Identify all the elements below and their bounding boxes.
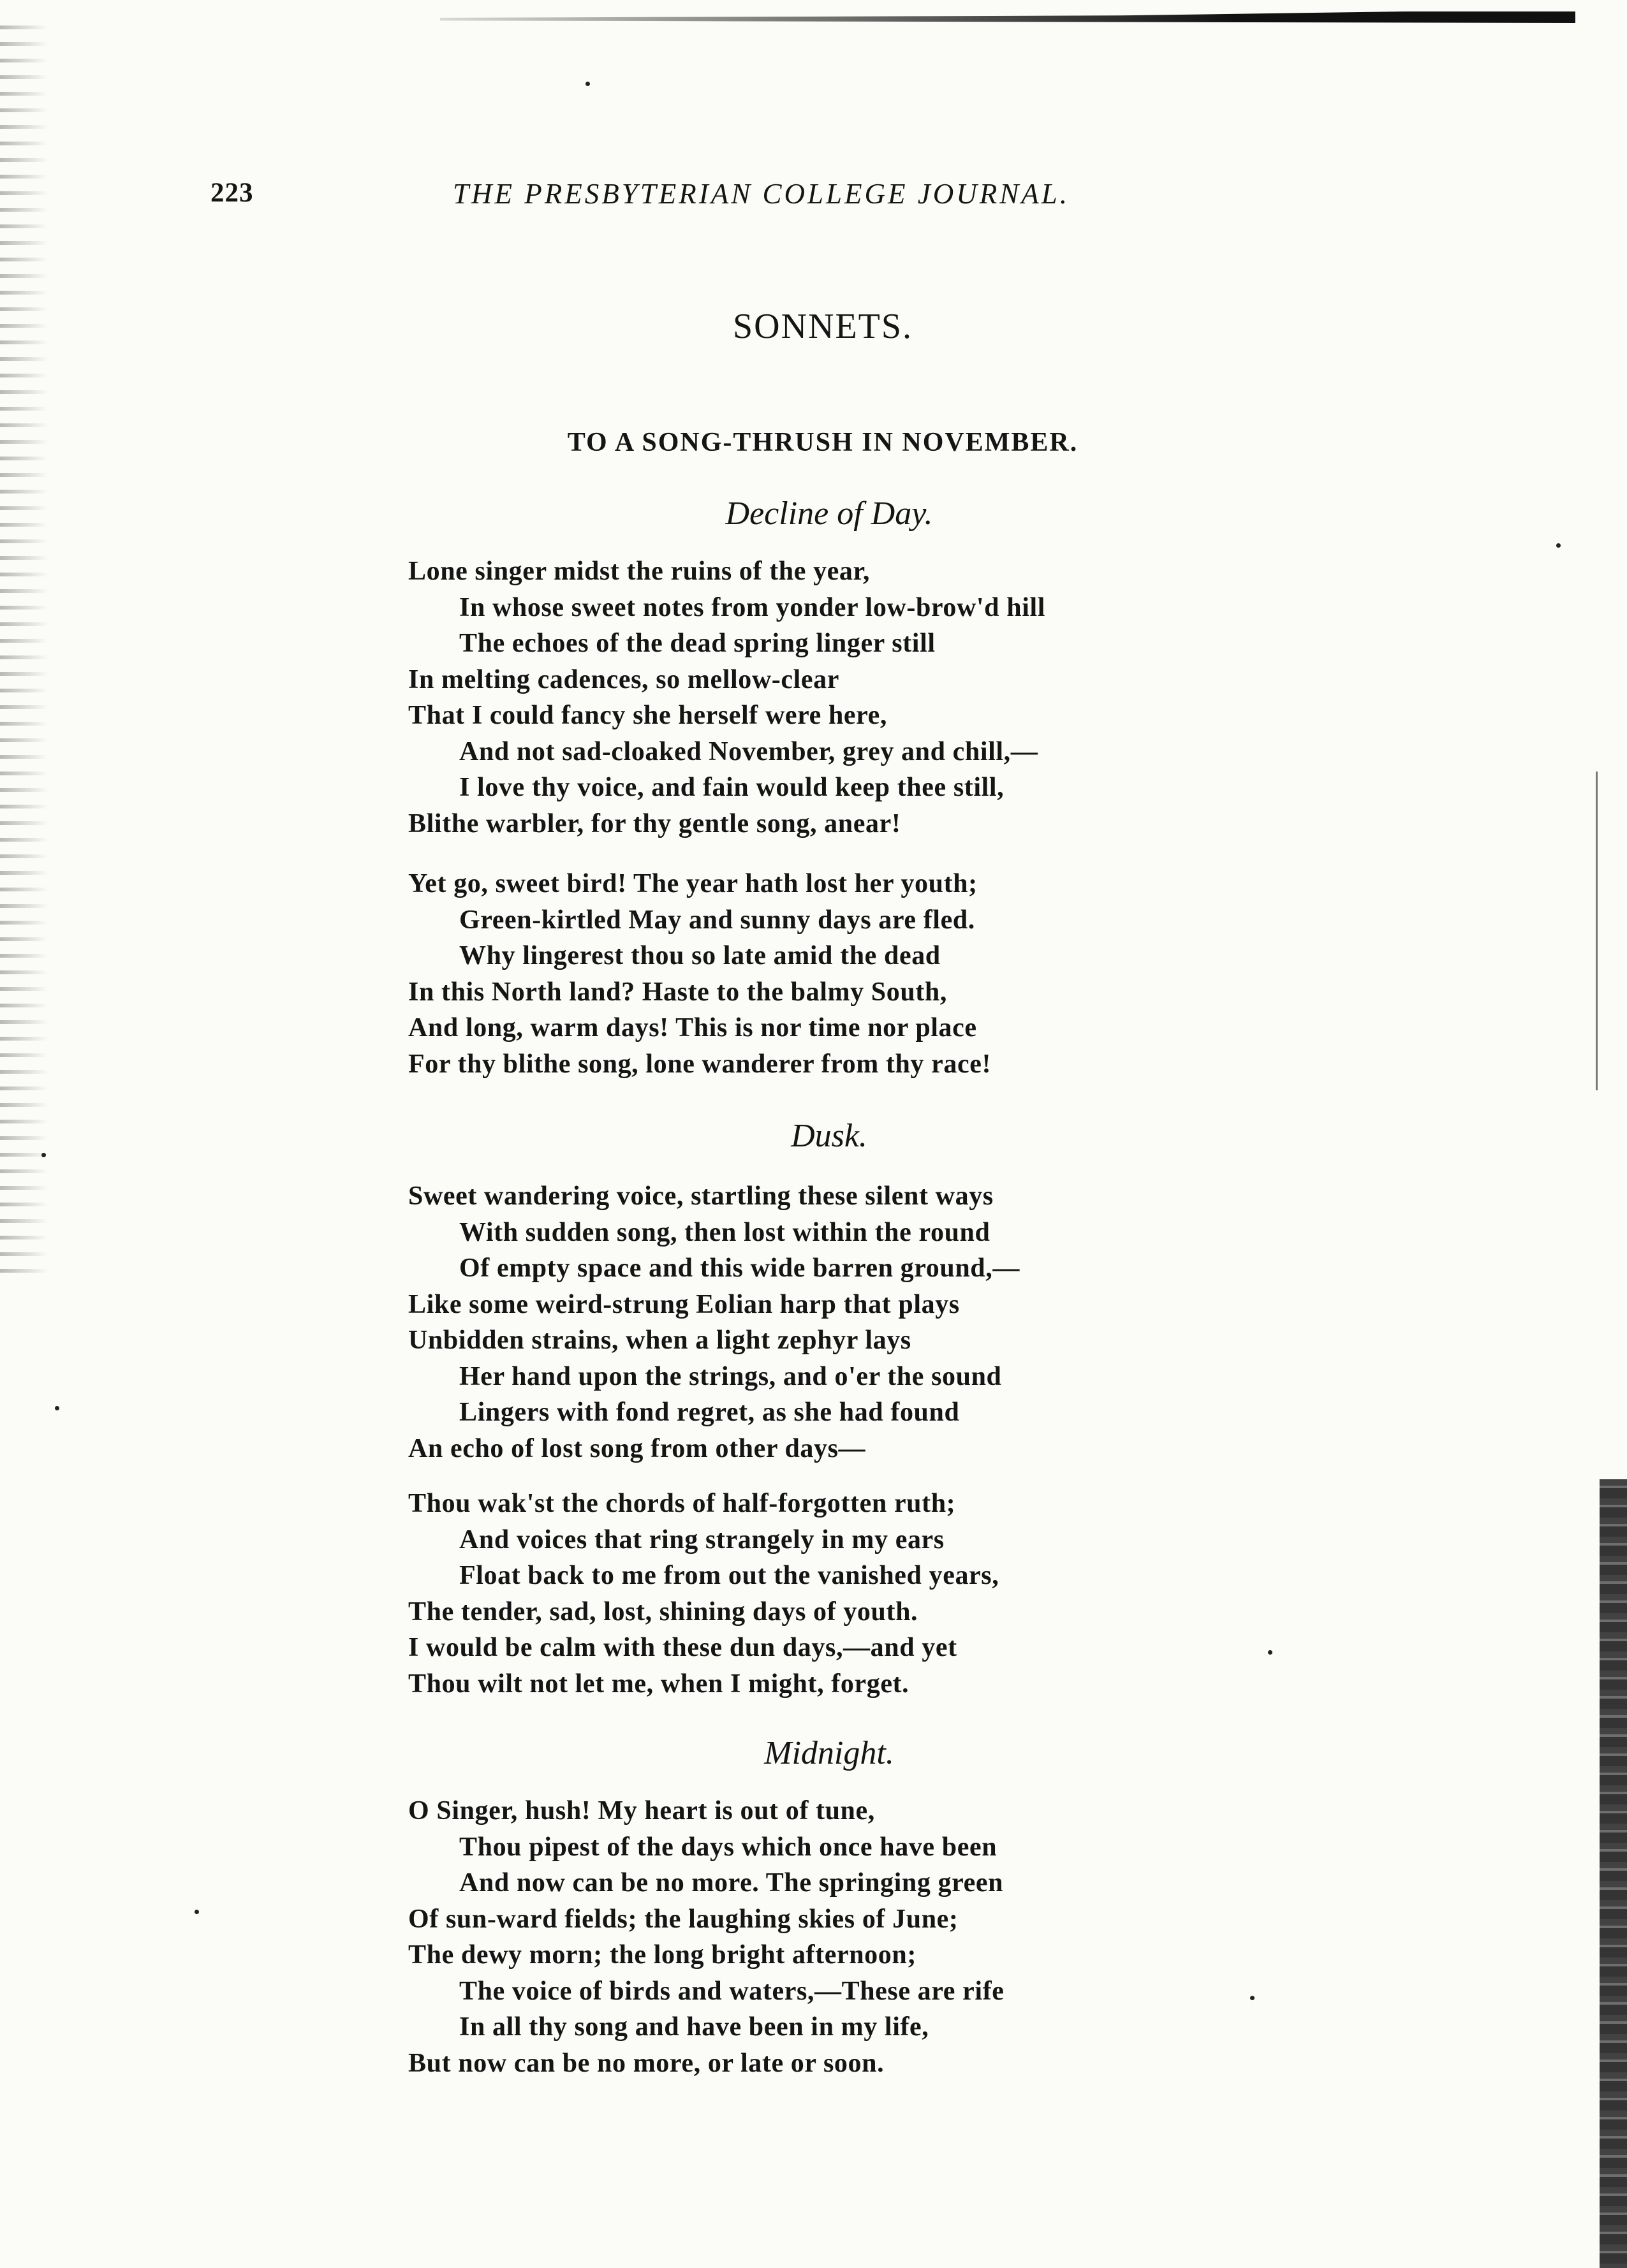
scan-right-edge [1600,1479,1627,2268]
poem-line: And voices that ring strangely in my ears [459,1525,945,1555]
poem-line: Thou pipest of the days which once have been [459,1832,998,1862]
running-header [210,177,1205,216]
page-title: SONNETS. [732,307,913,346]
poem-line: Like some weird-strung Eolian harp that plays [408,1289,960,1319]
stanza [408,1486,1186,1702]
poem-line: In this North land? Haste to the balmy South, [408,977,947,1007]
scan-speck [1268,1650,1272,1655]
poem-line: Float back to me from out the vanished years, [459,1561,999,1590]
stanza [408,553,1186,842]
running-title: THE PRESBYTERIAN COLLEGE JOURNAL. [453,178,1070,210]
page-subtitle: TO A SONG-THRUSH IN NOVEMBER. [567,428,1079,457]
poem-line: That I could fancy she herself were here, [408,701,887,730]
poem-line: And now can be no more. The springing green [459,1868,1004,1898]
poem-line: And not sad-cloaked November, grey and chill,— [459,736,1038,766]
poem-line: In whose sweet notes from yonder low-brow'd hill [459,592,1046,622]
stanza [408,866,1186,1082]
scan-top-rule [440,11,1575,23]
scan-left-edge [0,26,48,1275]
stanza [408,1178,1186,1467]
poem-line: Green-kirtled May and sunny days are fled. [459,905,975,935]
poem-line: O Singer, hush! My heart is out of tune, [408,1796,875,1825]
poem-line: And long, warm days! This is nor time nor place [408,1013,977,1043]
poem-line: Thou wilt not let me, when I might, forget. [408,1669,909,1699]
poem-line: In melting cadences, so mellow-clear [408,664,839,694]
poem-line: With sudden song, then lost within the round [459,1217,990,1247]
scan-right-line [1596,772,1598,1090]
poem-line: Yet go, sweet bird! The year hath lost her youth; [408,869,978,898]
poem-line: The echoes of the dead spring linger still [459,629,936,658]
poem-line: The dewy morn; the long bright afternoon; [408,1940,917,1970]
poem-line: Her hand upon the strings, and o'er the sound [459,1361,1002,1391]
poem-line: Lingers with fond regret, as she had found [459,1398,960,1427]
poem-line: In all thy song and have been in my life, [459,2012,929,2042]
poem-line: An echo of lost song from other days— [408,1433,866,1463]
poem-line: Lone singer midst the ruins of the year, [408,557,871,586]
poem-line: I love thy voice, and fain would keep thee still, [459,773,1005,802]
scan-speck [1556,543,1561,548]
poem-line: For thy blithe song, lone wanderer from thy race! [408,1049,992,1079]
poem-line: The tender, sad, lost, shining days of youth. [408,1597,918,1627]
scan-speck [1250,1996,1255,2000]
scan-speck [195,1910,199,1914]
poem-line: Unbidden strains, when a light zephyr lays [408,1326,911,1355]
section-title-midnight: Midnight. [764,1735,894,1771]
poem-line: Of empty space and this wide barren ground,— [459,1254,1020,1283]
poem-line: Of sun-ward fields; the laughing skies of June; [408,1904,959,1934]
scan-speck [55,1406,59,1410]
page-number: 223 [210,178,254,208]
poem-line: Sweet wandering voice, startling these silent ways [408,1182,994,1211]
poem-line: But now can be no more, or late or soon. [408,2048,885,2078]
poem-line: I would be calm with these dun days,—and yet [408,1633,957,1662]
poem-line: Why lingerest thou so late amid the dead [459,941,941,970]
section-title-decline-of-day: Decline of Day. [725,495,933,532]
poem-line: Thou wak'st the chords of half-forgotten ruth; [408,1489,956,1518]
stanza [408,1793,1186,2081]
section-title-dusk: Dusk. [791,1118,867,1154]
poem-line: Blithe warbler, for thy gentle song, anear! [408,808,901,838]
scan-speck [41,1153,46,1157]
scan-speck [585,82,590,86]
poem-line: The voice of birds and waters,—These are rife [459,1976,1005,2006]
